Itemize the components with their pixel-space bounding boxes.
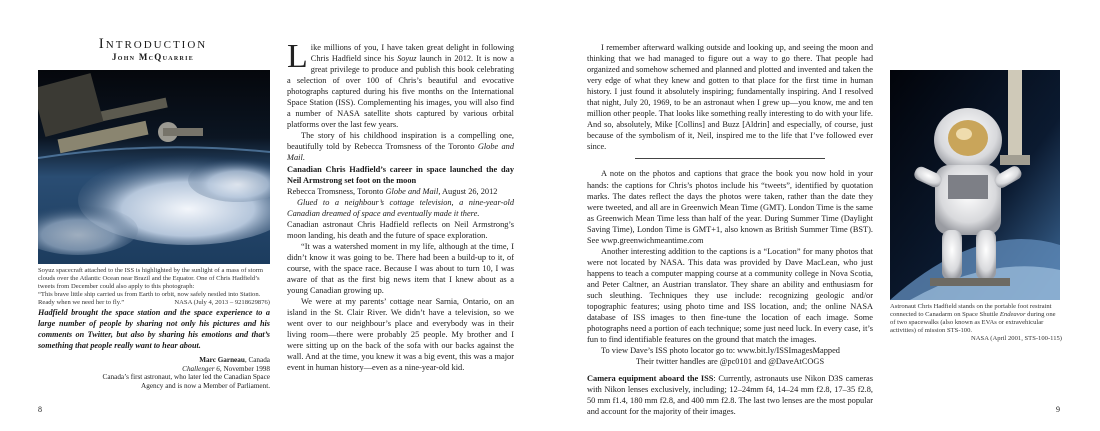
col1-p2c: . [302,153,305,163]
quote-attribution [38,356,270,390]
byline-a: Rebecca Tromsness, Toronto [287,186,386,196]
col2-p3: Another interesting addition to the captions is a “Location” for many photos that were not located by NASA. This data was provided by Dave MacLean, who just happens to teach a computer mapping course at a community college in Nova Scotia, and Peter Caltner, an Austrian translator. They share an ability and enthusiasm for such sleuthing. Techniques they use include: recognizing geologic and/or topographic features; using photo time and ISS location, and; the online NASA database of ISS images to then fine-tune the location of each image. Some photographs need a portion of each technique; some just need luck. In every case, it’s fun to find identifiable features on the ground that match the images. [587,246,873,345]
article-subhead: Canadian Chris Hadfield’s career in space launched the day Neil Armstrong set foot on the moon [287,164,514,185]
right-caption-a: Astronaut Chris Hadfield stands on the portable foot restraint connected to Canadarm on Space Shuttle [890,303,1052,318]
right-photo-caption [890,303,1062,343]
col2-p5: Their twitter handles are @pc0101 and @DaveAtCOGS [635,357,825,367]
camera-heading: Camera equipment aboard the ISS [587,374,714,384]
col1-p2b: Globe and Mail [287,142,514,163]
section-divider [635,158,825,159]
chapter-title: Introduction [98,36,208,52]
right-caption-b: Endeavor [999,311,1026,318]
camera-text: : Currently, astronauts use Nikon D3S cameras with Nikon lenses exclusively, including; 12–24mm f4, 14–24 mm f2.8, 17–35 f2.8, 50 mm f1.4, 180 mm f2.8, and 400 mm f2.8. The last two lenses are the most popular and account for the majority of their images. [587,374,873,417]
chapter-author: John McQuarrie [111,52,195,62]
caption-tweet: “This brave little ship carried us from Earth to orbit, now safely nestled into Station. Ready when we need her to fly.” [38,291,261,306]
drop-cap: L [287,38,308,75]
article-deck: Glued to a neighbour’s cottage television, a nine-year-old Canadian dreamed of space and eventually made it there. [287,197,514,218]
col1-p3: Canadian astronaut Chris Hadfield reflects on Neil Armstrong’s moon landing, his death and the future of space exploration. [287,219,514,240]
soyuz-photo-illustration [38,70,270,264]
astronaut-spacewalk-photo [890,70,1060,300]
col1-p5: We were at my parents’ cottage near Sarnia, Ontario, on an island in the St. Clair River. We didn’t have a television, so we went over to our neighbour’s place and everybody was in their living room—there were probably 25 people. My brother and I were sitting up on the back of the sofa with our backs against the wall. And at the time, you knew it was a big event, this was a major event in human history—even as a nine-year-old kid. [287,297,514,373]
astronaut-photo-illustration [890,70,1060,300]
col1-p1c: launch in 2012. It is now a great privilege to produce and publish this book celebrating a selection of over 100 of Chris’s beautiful and evocative photographs captured during his five months on the International Space Station (ISS). Complementing his images, you will also find a number of NASA satellite shots captured by various orbital platforms over the last few years. [287,54,514,130]
soyuz-iss-earth-photo [38,70,270,264]
col1-p2a: The story of his childhood inspiration is a compelling one, beautifully told by Rebecca Tromsness of the Toronto [287,131,514,152]
page-number-right: 9 [1056,405,1060,414]
quote-magazine: Challenger 6 [182,364,220,373]
quote-country: , Canada [244,356,270,364]
camera-paragraph [587,373,873,417]
left-photo-caption [38,267,270,307]
col1-p1a: ike millions of you, I have taken great delight in following Chris Hadfield since his [310,43,514,64]
right-caption-credit: NASA (April 2001, STS-100-115) [971,335,1062,342]
col1-p4: “It was a watershed moment in my life, although at the time, I didn’t know it was going to be. There had been a build-up to it, of course, with the space race. Because I was about to turn 10, I was aware of that as the first big news item that I knew about as a young Canadian growing up. [287,241,514,296]
article-byline [287,186,514,197]
col2-p4: To view Dave’s ISS photo locator go to: www.bit.ly/ISSImagesMapped [601,346,840,356]
quote-bio: Canada’s first astronaut, who later led the Canadian Space Agency and is now a Member of Parliament. [102,373,270,390]
col2-p2: A note on the photos and captions that grace the book you now hold in your hands: the captions for Chris’s photos include his “tweets”, identified by quotation marks. The dates reflect the days the photos were taken, rather than the date they were tweeted, and all are in Greenwich Mean Time (GMT). London Time is the same as Greenwich Mean Time less than half of the year. During Summer Time (Daylight Saving Time), London Time is GMT+1, also known as British Summer Time (BST). See wwp.greenwichmeantime.com [587,169,873,245]
right-caption-c: during one of two spacewalks (also known as EVAs or extravehicular activities) of mission STS-100. [890,311,1056,334]
text-column-2 [587,42,873,418]
quote-name: Marc Garneau [199,356,245,364]
byline-b: Globe and Mail [385,186,439,196]
quote-date: , November 1998 [219,364,270,373]
text-column-1 [287,38,514,373]
caption-credit: NASA (July 4, 2013 – 9218629876) [174,299,270,306]
caption-text: Soyuz spacecraft attached to the ISS is highlighted by the sunlight of a mass of storm clouds over the Atlantic Ocean near Brazil and the Equator. One of Chris Hadfield’s tweets from December could also apply to this photograph: [38,267,264,290]
page-number-left: 8 [38,405,42,414]
col1-p1b: Soyuz [397,54,417,64]
pull-quote: Hadfield brought the space station and the space experience to a large number of people by sharing not only his pictures and his comments on Twitter, but also by sharing his emotions and that’s something that people really want to hear about. [38,308,270,350]
col2-p1: I remember afterward walking outside and looking up, and seeing the moon and thinking that we had managed to figure out a way to go there. That people had organized and somehow schemed and planned and plotted and invented and taken the very edge of what they knew and gotten to that place for the first time in human history. I just found it absolutely inspiring; fundamentally inspiring. And I resolved that night, July 20, 1969, to be an astronaut when I grew up—you know, me and ten million other people. That looks like something really interesting to do with your life. And so, absolutely, Mike [Collins] and Buzz [Aldrin] and especially, of course, just because of the symbolism of it, Neil, inspired me to the life that I’ve followed ever since. [587,43,873,152]
byline-c: , August 26, 2012 [438,186,498,196]
